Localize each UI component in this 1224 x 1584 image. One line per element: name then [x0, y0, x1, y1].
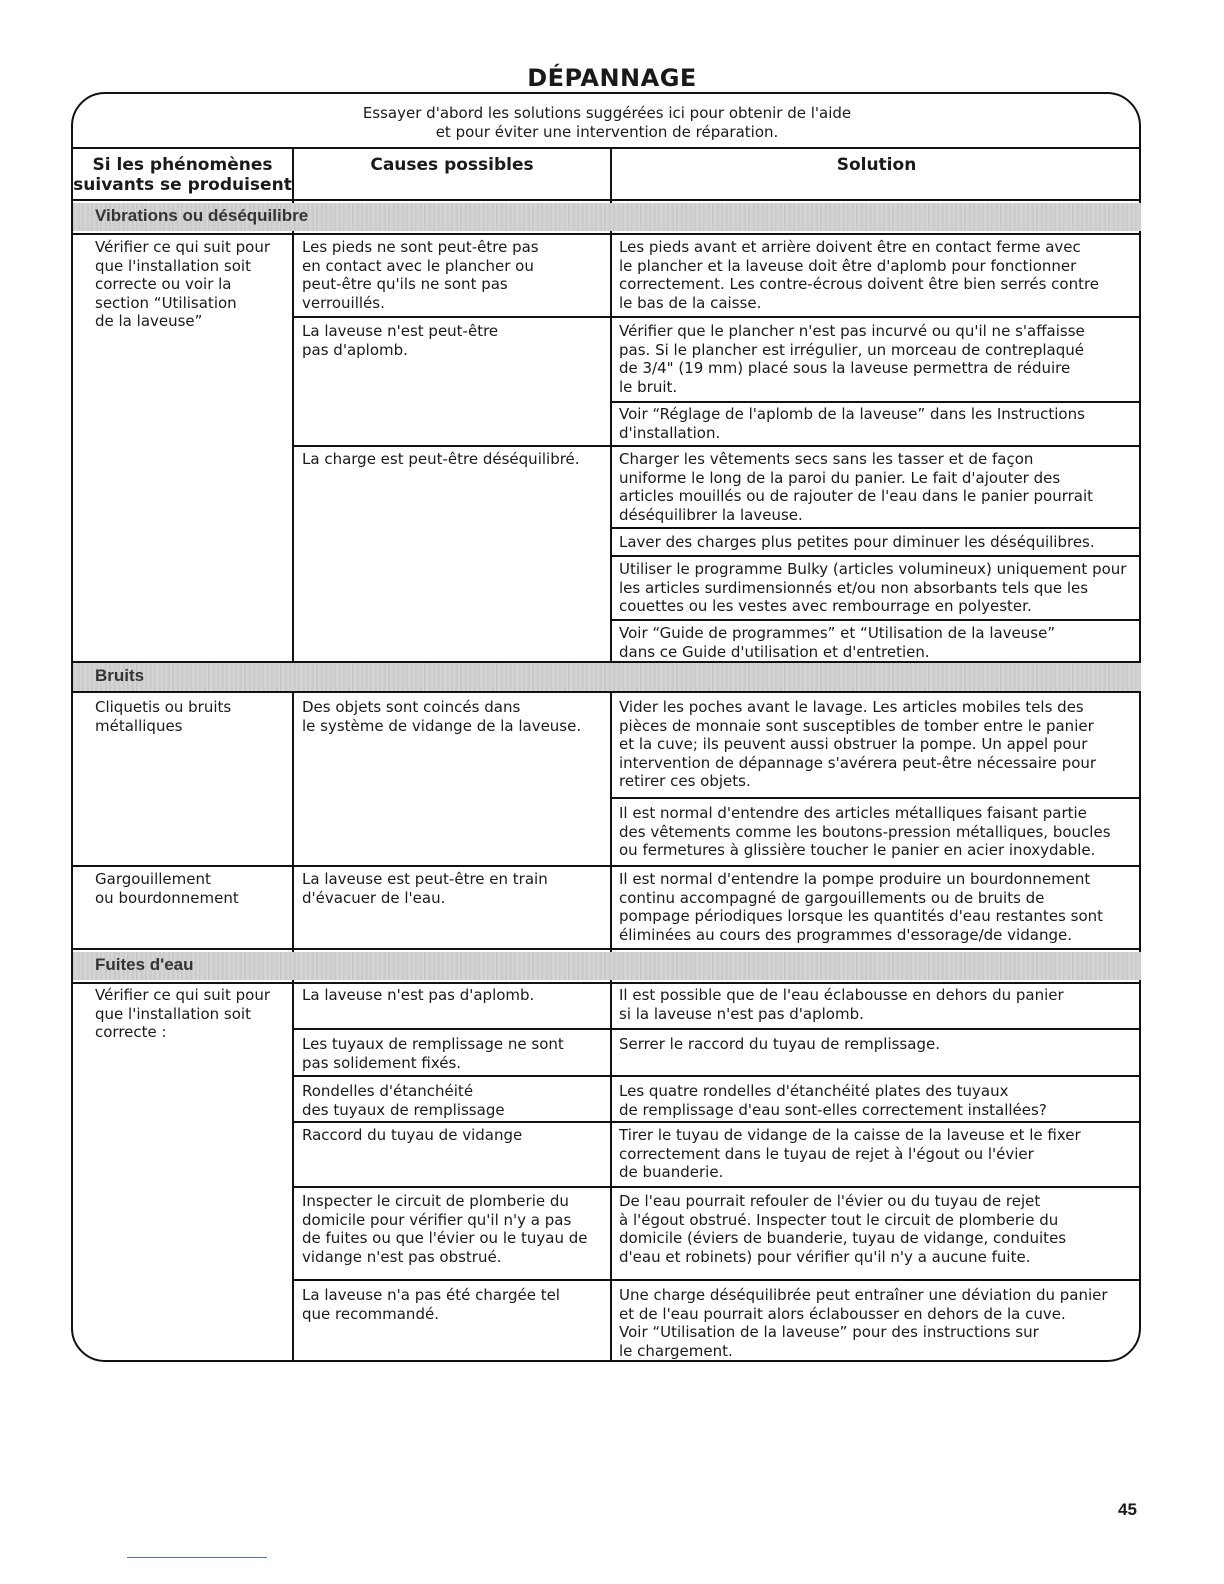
text-line: peut-être qu'ils ne sont pas [302, 275, 508, 293]
text-line: des vêtements comme les boutons-pression métalliques, boucles [619, 822, 1111, 841]
vib-solution-6 [619, 560, 1126, 616]
column-divider [610, 147, 612, 1361]
row-rule [73, 865, 1141, 867]
text-line: Les tuyaux de remplissage ne sont [302, 1035, 564, 1053]
text-line: le plancher et la laveuse doit être d'aplomb pour fonctionner [619, 256, 1077, 275]
section-band-bruits [73, 663, 1141, 691]
vib-cause-3 [302, 450, 580, 469]
vib-solution-5 [619, 533, 1095, 552]
text-line: Voir “Guide de programmes” et “Utilisation de la laveuse” [619, 624, 1056, 642]
text-line: uniforme le long de la paroi du panier. Le fait d'ajouter des [619, 468, 1061, 487]
text-line: Il est normal d'entendre des articles métalliques faisant partie [619, 804, 1087, 822]
row-rule [292, 1028, 1141, 1030]
section-band-fuites [73, 952, 1141, 980]
text-line: Vider les poches avant le lavage. Les articles mobiles tels des [619, 698, 1084, 716]
text-line: Voir “Utilisation de la laveuse” pour des instructions sur [619, 1323, 1039, 1341]
text-line: retirer ces objets. [619, 772, 751, 790]
text-line: Une charge déséquilibrée peut entraîner une déviation du panier [619, 1286, 1108, 1304]
text-line: pièces de monnaie sont susceptibles de tomber entre le panier [619, 716, 1094, 735]
section-band-vibrations [73, 203, 1141, 231]
text-line: à l'égout obstrué. Inspecter tout le circuit de plomberie du [619, 1210, 1059, 1229]
bruits-solution-1 [619, 698, 1096, 791]
fuites-cause-5 [302, 1192, 587, 1266]
text-line: domicile (éviers de buanderie, tuyau de vidange, conduites [619, 1229, 1067, 1247]
bruits-solution-3 [619, 870, 1103, 944]
fuites-symptom [95, 986, 270, 1042]
text-line: le bruit. [619, 377, 678, 396]
text-line: Il est possible que de l'eau éclabousse en dehors du panier [619, 986, 1064, 1004]
text-line: Vérifier ce qui suit pour [95, 238, 270, 256]
fuites-solution-4 [619, 1126, 1081, 1182]
section-rule [73, 948, 1141, 950]
text-line: La charge est peut-être déséquilibré. [302, 450, 580, 468]
column-divider [292, 147, 294, 1361]
row-rule [292, 316, 1141, 318]
text-line: articles mouillés ou de rajouter de l'eau dans le panier pourrait [619, 487, 1094, 505]
text-line: Rondelles d'étanchéité [302, 1082, 474, 1100]
page-number: 45 [1118, 1500, 1137, 1519]
text-line: La laveuse est peut-être en train [302, 870, 548, 888]
text-line: de buanderie. [619, 1163, 724, 1181]
text-line: pas. Si le plancher est irrégulier, un morceau de contreplaqué [619, 340, 1084, 359]
bruits-cause-2 [302, 870, 548, 907]
section-heading: Bruits [95, 666, 145, 685]
row-rule [292, 445, 1141, 447]
bruits-symptom-2 [95, 870, 239, 907]
text-line: Laver des charges plus petites pour diminuer les déséquilibres. [619, 533, 1095, 551]
text-line: pas solidement fixés. [302, 1053, 462, 1072]
text-line: le chargement. [619, 1341, 733, 1360]
text-line: de remplissage d'eau sont-elles correctement installées? [619, 1100, 1047, 1119]
text-line: des tuyaux de remplissage [302, 1100, 505, 1119]
header-top-rule [73, 147, 1141, 149]
fuites-solution-6 [619, 1286, 1108, 1360]
row-rule [610, 401, 1141, 403]
intro-line: Essayer d'abord les solutions suggérées ici pour obtenir de l'aide [362, 104, 852, 122]
text-line: couettes ou les vestes avec rembourrage en polyester. [619, 597, 1032, 615]
row-rule [292, 1186, 1141, 1188]
text-line: vidange n'est pas obstrué. [302, 1247, 502, 1266]
text-line: Utiliser le programme Bulky (articles volumineux) uniquement pour [619, 560, 1127, 578]
text-line: Raccord du tuyau de vidange [302, 1126, 523, 1144]
row-rule [610, 619, 1141, 621]
text-line: ou bourdonnement [95, 888, 239, 907]
text-line: d'installation. [619, 423, 721, 442]
header-causes [294, 155, 610, 175]
text-line: Des objets sont coincés dans [302, 698, 521, 716]
text-line: ou fermetures à glissière toucher le panier en acier inoxydable. [619, 841, 1096, 859]
text-line: correctement. Les contre-écrous doivent être bien serrés contre [619, 275, 1100, 293]
header-bottom-rule [73, 199, 1141, 201]
text-line: Il est normal d'entendre la pompe produire un bourdonnement [619, 870, 1091, 888]
text-line: Serrer le raccord du tuyau de remplissage. [619, 1035, 940, 1053]
text-line: De l'eau pourrait refouler de l'évier ou du tuyau de rejet [619, 1192, 1041, 1210]
fuites-cause-1 [302, 986, 534, 1005]
text-line: que l'installation soit [95, 256, 251, 275]
text-line: La laveuse n'est pas d'aplomb. [302, 986, 535, 1004]
text-line: Gargouillement [95, 870, 211, 888]
text-line: Inspecter le circuit de plomberie du [302, 1192, 569, 1210]
page-title: DÉPANNAGE [527, 64, 697, 92]
text-line: de 3/4" (19 mm) placé sous la laveuse permettra de réduire [619, 359, 1071, 377]
header-text: suivants se produisent [73, 175, 292, 195]
text-line: La laveuse n'est peut-être [302, 322, 499, 340]
text-line: Les pieds ne sont peut-être pas [302, 238, 539, 256]
header-text: Causes possibles [370, 155, 534, 175]
header-text: Solution [836, 155, 917, 175]
text-line: Les pieds avant et arrière doivent être en contact ferme avec [619, 238, 1081, 256]
text-line: Voir “Réglage de l'aplomb de la laveuse” dans les Instructions [619, 405, 1085, 423]
vib-cause-1 [302, 238, 539, 312]
text-line: éliminées au cours des programmes d'essorage/de vidange. [619, 925, 1072, 944]
text-line: déséquilibrer la laveuse. [619, 505, 803, 524]
fuites-solution-3 [619, 1082, 1047, 1119]
header-text: Si les phénomènes [92, 155, 273, 175]
fuites-cause-6 [302, 1286, 560, 1323]
vib-solution-7 [619, 624, 1055, 661]
vib-solution-2 [619, 322, 1085, 396]
vib-cause-2 [302, 322, 498, 359]
text-line: correcte : [95, 1023, 167, 1041]
row-rule [292, 1279, 1141, 1281]
text-line: correctement dans le tuyau de rejet à l'égout ou l'évier [619, 1144, 1034, 1163]
bruits-symptom-1 [95, 698, 231, 735]
text-line: intervention de dépannage s'avérera peut-être nécessaire pour [619, 753, 1097, 772]
text-line: correcte ou voir la [95, 275, 232, 293]
intro-line: et pour éviter une intervention de réparation. [435, 123, 779, 141]
bruits-solution-2 [619, 804, 1111, 860]
text-line: Cliquetis ou bruits [95, 698, 232, 716]
text-line: d'évacuer de l'eau. [302, 888, 446, 907]
fuites-solution-5 [619, 1192, 1066, 1266]
text-line: section “Utilisation [95, 293, 237, 312]
text-line: de la laveuse” [95, 312, 203, 330]
row-rule [610, 527, 1141, 529]
text-line: et de l'eau pourrait alors éclabousser en dehors de la cuve. [619, 1304, 1066, 1323]
text-line: Charger les vêtements secs sans les tasser et de façon [619, 450, 1034, 468]
text-line: La laveuse n'a pas été chargée tel [302, 1286, 560, 1304]
section-rule [73, 691, 1141, 693]
text-line: de fuites ou que l'évier ou le tuyau de [302, 1229, 588, 1247]
row-rule [292, 1075, 1141, 1077]
header-symptom [73, 155, 292, 195]
text-line: le système de vidange de la laveuse. [302, 716, 582, 735]
text-line: Les quatre rondelles d'étanchéité plates des tuyaux [619, 1082, 1009, 1100]
fuites-solution-2 [619, 1035, 940, 1054]
text-line: Tirer le tuyau de vidange de la caisse de la laveuse et le fixer [619, 1126, 1081, 1144]
text-line: que l'installation soit [95, 1004, 251, 1023]
fuites-cause-2 [302, 1035, 564, 1072]
intro-text [73, 104, 1141, 142]
vib-solution-3 [619, 405, 1085, 442]
vib-solution-4 [619, 450, 1093, 524]
text-line: le bas de la caisse. [619, 293, 762, 312]
text-line: en contact avec le plancher ou [302, 256, 534, 275]
text-line: les articles surdimensionnés et/ou non absorbants tels que les [619, 578, 1089, 597]
header-solution [612, 155, 1141, 175]
text-line: continu accompagné de gargouillements ou de bruits de [619, 888, 1045, 907]
text-line: dans ce Guide d'utilisation et d'entretien. [619, 642, 930, 661]
text-line: pompage périodiques lorsque les quantités d'eau restantes sont [619, 907, 1104, 925]
section-heading: Vibrations ou déséquilibre [95, 206, 309, 225]
text-line: si la laveuse n'est pas d'aplomb. [619, 1004, 864, 1023]
text-line: domicile pour vérifier qu'il n'y a pas [302, 1210, 572, 1229]
text-line: que recommandé. [302, 1304, 439, 1323]
section-heading: Fuites d'eau [95, 955, 194, 974]
text-line: d'eau et robinets) pour vérifier qu'il n'y a aucune fuite. [619, 1247, 1031, 1266]
text-line: verrouillés. [302, 293, 385, 312]
fuites-solution-1 [619, 986, 1064, 1023]
text-line: pas d'aplomb. [302, 340, 408, 359]
footer-rule [127, 1557, 267, 1558]
vib-symptom [95, 238, 270, 331]
fuites-cause-4 [302, 1126, 522, 1145]
section-rule [73, 233, 1141, 235]
text-line: métalliques [95, 716, 183, 735]
vib-solution-1 [619, 238, 1099, 312]
text-line: et la cuve; ils peuvent aussi obstruer la pompe. Un appel pour [619, 735, 1088, 753]
section-rule [73, 982, 1141, 984]
text-line: Vérifier que le plancher n'est pas incurvé ou qu'il ne s'affaisse [619, 322, 1085, 340]
fuites-cause-3 [302, 1082, 505, 1119]
row-rule [610, 555, 1141, 557]
row-rule [292, 1121, 1141, 1123]
text-line: Vérifier ce qui suit pour [95, 986, 270, 1004]
bruits-cause-1 [302, 698, 581, 735]
row-rule [610, 797, 1141, 799]
